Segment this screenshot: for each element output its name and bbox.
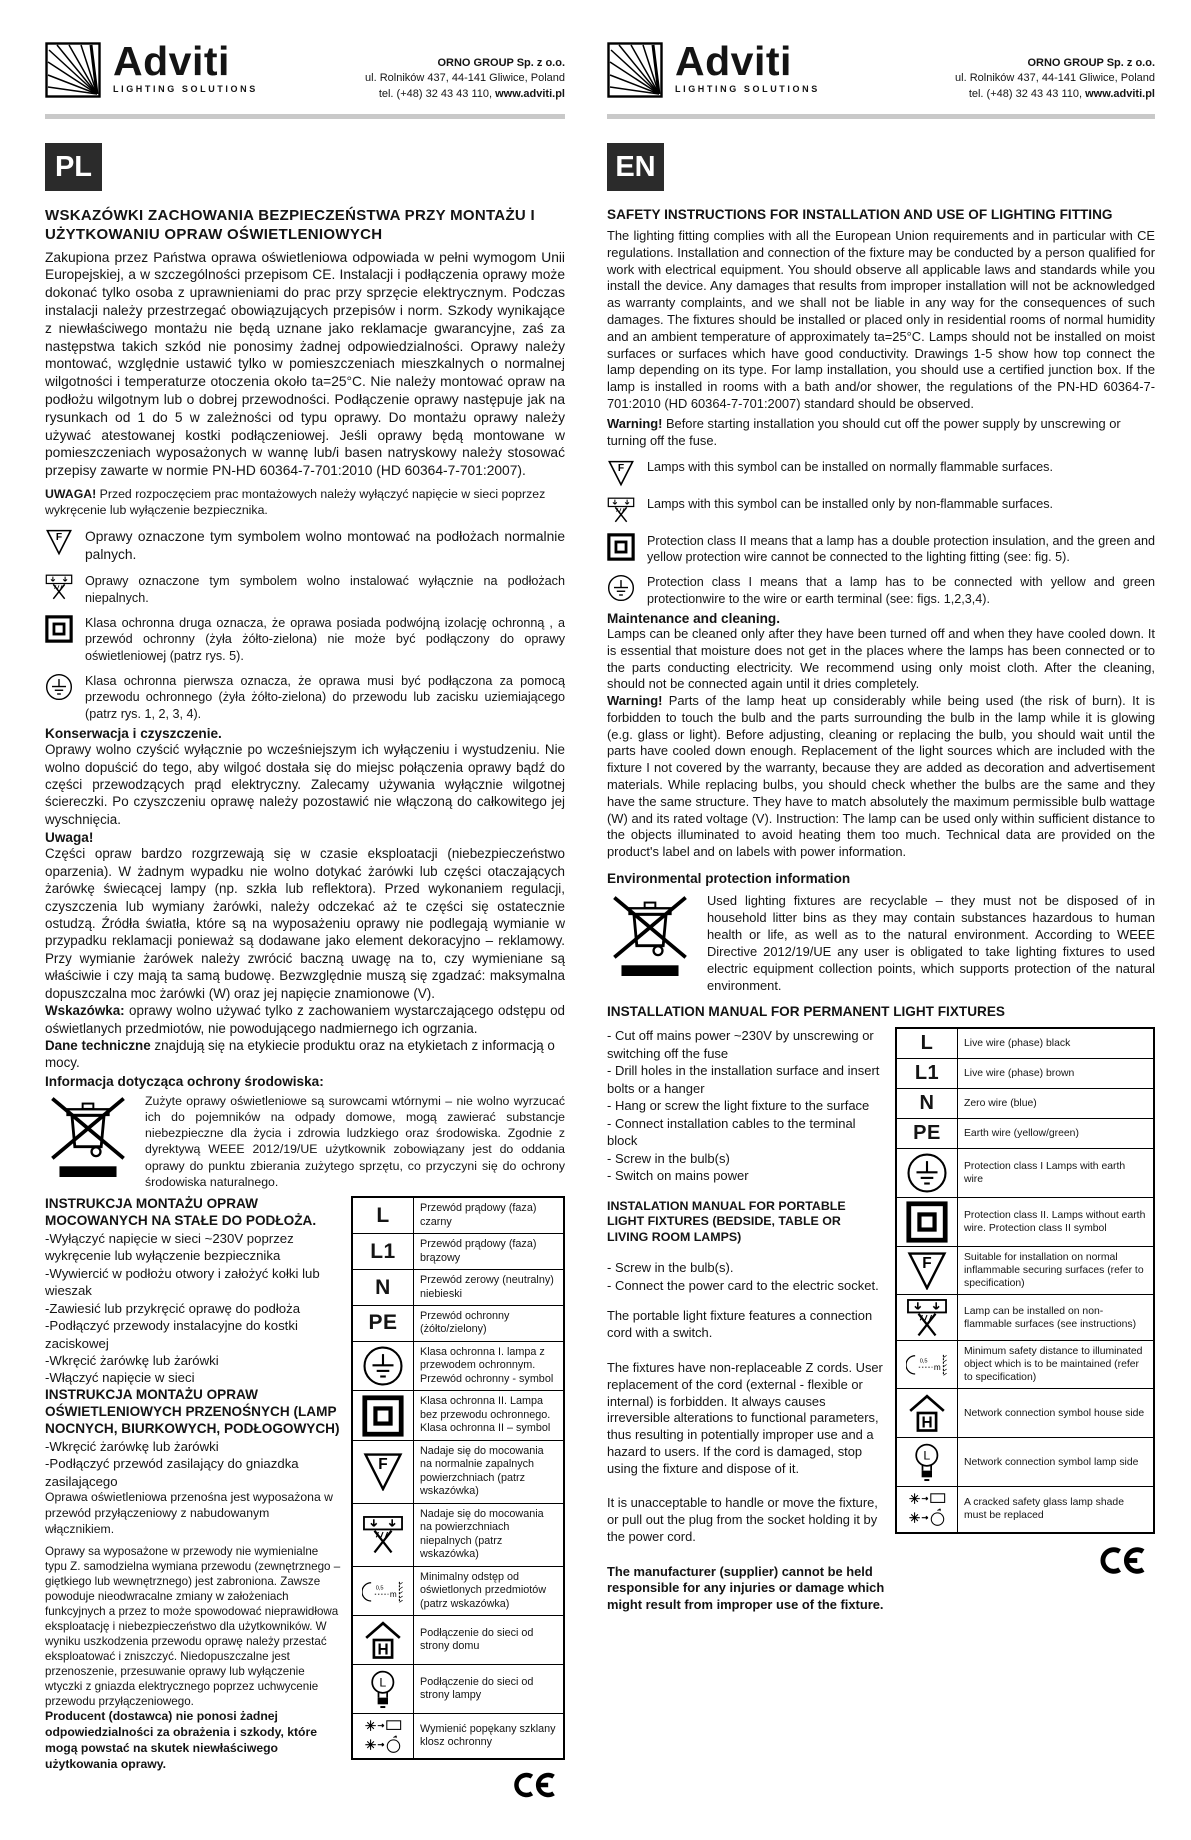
symbol-cell [352,1270,414,1306]
symbol-meaning: Podłączenie do sieci od strony domu [414,1616,565,1665]
brand [45,38,258,98]
symbol-table-row [896,1088,1154,1118]
pl-portable-note: Oprawa oświetleniowa przenośna jest wyposażona w przewód przyłączeniowy z nabudowanym włącznikiem. [45,1490,333,1536]
company-address: ul. Rolników 437, 44-141 Gliwice, Poland [955,72,1155,85]
pl-env-body: Zużyte oprawy oświetleniowe są surowcami wtórnymi – nie wolno wyrzucać ich do pojemników na odpady domowe, mogą zawierać substancje niebezpieczne dla życia i zdrowia ludzkiego oraz środowiska. Zgodnie z dyrektywą WEEE 2012/19/UE użytkownik zobowiązany jest do oddania oprawy do punktu zbierania zużytego sprzętu, co przyczyni się do ochrony środowiska naturalnego. [145,1093,565,1189]
pl-uwaga-note: UWAGA! Przed rozpoczęciem prac montażowych należy wyłączyć napięcie w sieci poprzez wykręcenie lub wyłączenie bezpiecznika. [45,487,546,518]
en-portable-steps [607,1259,885,1294]
brand-name: Adviti [113,38,230,84]
house-icon [906,1405,948,1433]
svg-text:F: F [922,1254,932,1272]
non-flammable-icon [906,1309,948,1326]
adviti-logo-icon [607,42,663,98]
min-distance-icon [362,1583,404,1600]
header-divider [45,114,565,119]
brand-subtitle: LIGHTING SOLUTIONS [675,83,820,94]
en-move-note: It is unacceptable to handle or move the fixture, or pull out the plug from the socket holding it by the power cord. [607,1495,878,1544]
symbol-cell [352,1503,414,1566]
symbol-table-row [896,1028,1154,1059]
f-triangle-icon [362,1456,404,1480]
en-cord-note: The fixtures have non-replaceable Z cords. User replacement of the cord (external - flexible or internal) is forbidden. It always causes irreversible alterations to functional parameters, thus resulting in potentially improper use and a hazard to users. If the cord is damaged, stop using the fixture and dispose of it. [607,1360,883,1476]
symbol-list-item [607,533,1155,566]
instruction-step: -Wkręcić żarówkę lub żarówki [45,1438,219,1454]
svg-text:L: L [923,1448,931,1463]
symbol-list-item [607,574,1155,607]
svg-text:0,5: 0,5 [375,1585,384,1592]
symbol-table-row [896,1058,1154,1088]
symbol-meaning: A cracked safety glass lamp shade must be replaced [958,1487,1155,1533]
symbol-table-row [896,1197,1154,1246]
symbol-cell [352,1391,414,1440]
wire-code-label: N [375,1275,391,1299]
symbol-meaning: Zero wire (blue) [958,1088,1155,1118]
symbol-meaning: Przewód prądowy (faza) czarny [414,1197,565,1233]
pl-hint: Wskazówka: oprawy wolno używać tylko z zachowaniem wystarczającego odstępu od oświetlanych przedmiotów, nie powodującego nadmiernego ich ogrzania. [45,1003,565,1036]
pl-maintenance-body: Oprawy wolno czyścić wyłącznie po wcześniejszym ich wyłączeniu i wystudzeniu. Nie wolno dopuścić do tego, aby wilgoć dostała się do miejsc połączenia oprawy bądź do części przewodzących prąd elektryczny. Zalecamy używania wyłącznie wilgotnej ściereczki. Po czyszczeniu oprawę należy pozostawić nie włączoną do całkowitego jej wyschnięcia. [45,742,565,827]
symbol-meaning: Network connection symbol lamp side [958,1438,1155,1487]
pl-language-badge: PL [45,143,102,191]
symbol-table-row [896,1438,1154,1487]
company-info [955,42,1155,102]
svg-text:F: F [378,1456,388,1474]
pl-title: WSKAZÓWKI ZACHOWANIA BEZPIECZEŃSTWA PRZY MONTAŻU I UŻYTKOWANIU OPRAW OŚWIETLENIOWYCH [45,207,535,243]
symbol-description: Oprawy oznaczone tym symbolem wolno instalować wyłącznie na podłożach niepalnych. [85,574,565,605]
pl-lower-section [45,1196,565,1800]
en-lower-section [607,1027,1155,1614]
brand-name: Adviti [675,38,792,84]
instruction-step: -Podłączyć przewód zasilający do gniazdka zasilającego [45,1456,299,1489]
symbol-cell [896,1058,958,1088]
symbol-cell [352,1234,414,1270]
symbol-meaning: Nadaje się do mocowania na normalnie zapalnych powierzchniach (patrz wskazówka) [414,1440,565,1503]
non-flammable-icon [362,1526,404,1543]
symbol-meaning: Minimalny odstęp od oświetlonych przedmiotów (patrz wskazówka) [414,1566,565,1615]
en-maintenance-heading: Maintenance and cleaning. [607,611,780,627]
svg-text:L: L [379,1675,387,1690]
symbol-table-row [896,1118,1154,1148]
pl-fixed-steps [45,1230,341,1387]
pl-symbol-table-wrap [351,1196,565,1800]
symbol-meaning: Minimum safety distance to illuminated object which is to be maintained (refer to specification) [958,1341,1155,1389]
en-column [607,38,1155,1800]
en-portable-note: The portable light fixture features a connection cord with a switch. [607,1308,873,1341]
ce-mark-icon [895,1544,1155,1577]
symbol-table-row [352,1197,564,1233]
svg-text:0,5: 0,5 [919,1359,928,1366]
en-fixed-steps [607,1027,885,1185]
svg-text:m: m [933,1363,941,1373]
wire-code-label: L1 [370,1239,396,1263]
pl-warning-heading: Uwaga! [45,830,94,846]
symbol-table-row [896,1246,1154,1294]
en-install-instructions [607,1027,885,1614]
wire-code-label: L1 [914,1061,940,1084]
en-symbol-table [895,1027,1155,1534]
instruction-step: - Hang or screw the light fixture to the surface [607,1098,870,1114]
symbol-table-row [896,1389,1154,1438]
class2-icon [607,533,639,561]
cracked-glass-icon [906,1501,948,1518]
svg-text:m: m [389,1589,397,1599]
pl-portable-heading: INSTRUKCJA MONTAŻU OPRAW OŚWIETLENIOWYCH PRZENOŚNYCH (LAMP NOCNYCH, BIURKOWYCH, PODŁOGOWYCH) [45,1386,340,1436]
en-symbol-table-wrap [895,1027,1155,1614]
symbol-meaning: Live wire (phase) black [958,1028,1155,1059]
pl-warning-body: Części opraw bardzo rozgrzewają się w czasie eksploatacji (niebezpieczeństwo oparzenia). W żadnym wypadku nie wolno dotykać żarówki lub części otaczających żarówkę świecącej lampy (np. szkła lub reflektora). Przed wykonaniem regulacji, czyszczenia lub wymiany żarówki, należy odczekać aż te części się ostatecznie ostudzą. Źródła światła, które są na wyposażeniu oprawy nie podlegają wymianie w przypadku reklamacji ponieważ są dodawane jako element dekoracyjno – reklamowy. Przy wymianie żarówek należy zwrócić baczną uwagę na to, czy wymieniane są właściwie i czy mają ta samą budowę. Bezwzględnie muszą się zgadzać: maksymalna dopuszczalna moc żarówki (W) oraz jej napięcie znamionowe (V). [45,846,565,1001]
symbol-description: Klasa ochronna druga oznacza, że oprawa posiada podwójną izolację ochronną , a przewód ochronny (żyła żółto-zielona) nie może być podłączony do oprawy oświetleniowej (patrz rys. 5). [85,616,565,663]
symbol-cell [896,1389,958,1438]
en-language-badge: EN [607,143,664,191]
en-env-heading: Environmental protection information [607,870,851,886]
wire-code-label: PE [913,1121,941,1144]
symbol-meaning: Lamp can be installed on non-flammable surfaces (see instructions) [958,1294,1155,1340]
symbol-list-item [607,459,1155,487]
symbol-meaning: Network connection symbol house side [958,1389,1155,1438]
en-liability: The manufacturer (supplier) cannot be held responsible for any injuries or damage which might result from improper use of the fixture. [607,1563,885,1613]
en-env-block [607,892,1155,994]
symbol-cell [352,1566,414,1615]
symbol-description: Protection class II means that a lamp has a double protection insulation, and the green and yellow protection wire cannot be connected to the lighting fitting (see: fig. 5). [647,533,1155,564]
symbol-list-item [45,528,565,564]
symbol-meaning: Live wire (phase) brown [958,1058,1155,1088]
weee-bin-icon [607,892,693,994]
wire-code-label: L [376,1203,390,1227]
pl-fixed-heading: INSTRUKCJA MONTAŻU OPRAW MOCOWANYCH NA STAŁE DO PODŁOŻA. [45,1196,317,1229]
lamp-icon [368,1675,398,1697]
lamp-icon [912,1448,942,1471]
symbol-cell [352,1341,414,1390]
class2-icon [906,1213,948,1230]
symbol-cell [896,1294,958,1340]
symbol-meaning: Protection class II. Lamps without earth wire. Protection class II symbol [958,1197,1155,1246]
symbol-cell [896,1118,958,1148]
pl-intro: Zakupiona przez Państwa oprawa oświetleniowa odpowiada w pełni wymogom Unii Europejskiej, a w szczególności przepisom CE. Instalacji i podłączenia oprawy może dokonać tylko osoba z uprawnieniami do prac przy sprzęcie elektrycznym. Podczas instalacji należy przestrzegać obowiązujących przepisów i norm. Szkody wynikające z niewłaściwego montażu nie będą uznane jako reklamacje gwarancyjne, zaś za następstwa takich szkód nie ponosimy żadnej odpowiedzialności. Oprawy należy montować, względnie ustawić tylko w pomieszczeniach mieszkalnych o normalnej wilgotności i temperaturze otoczenia około ta=25°C. Nie należy montować opraw na podłożu wilgotnym lub o dobrej przewodności. Podłączenie oprawy następuje jak na rysunkach od 1 do 5 w zależności od typu oprawy. Do montażu oprawy należy używać atestowanej kostki podłączeniowej. Jeśli oprawy będą montowane w pomieszczeniach wyposażonych w wannę lub/i basen natryskowy należy stosować przepisy zawarte w normie PN-HD 60364-7-701:2010 (HD 60364-7-701:2007). [45,249,565,479]
en-title: SAFETY INSTRUCTIONS FOR INSTALLATION AND USE OF LIGHTING FITTING [607,207,1113,223]
pl-maintenance-heading: Konserwacja i czyszczenie. [45,726,222,742]
symbol-table-row [896,1294,1154,1340]
f-triangle-icon [45,528,77,556]
ce-mark-icon [351,1770,565,1800]
symbol-description: Lamps with this symbol can be installed only by non-flammable surfaces. [647,496,1053,511]
symbol-list-item [607,496,1155,524]
en-symbol-list [607,459,1155,607]
symbol-cell [352,1440,414,1503]
symbol-meaning: Klasa ochronna I. lampa z przewodem ochronnym. Przewód ochronny - symbol [414,1341,565,1390]
symbol-description: Oprawy oznaczone tym symbolem wolno montować na podłożach normalnie palnych. [85,529,565,563]
svg-text:F: F [55,532,63,544]
instruction-step: -Podłączyć przewody instalacyjne do kostki zaciskowej [45,1318,298,1351]
symbol-table-row [352,1714,564,1760]
svg-text:F: F [617,462,625,474]
symbol-cell [352,1197,414,1233]
class1-icon [607,574,639,602]
wire-code-label: L [920,1031,934,1054]
company-contact: tel. (+48) 32 43 43 110, www.adviti.pl [378,87,565,100]
pl-liability: Producent (dostawca) nie ponosi żadnej odpowiedzialności za obrażenia i szkody, które mogą powstać na skutek niewłaściwego użytkowania oprawy. [45,1709,318,1771]
symbol-meaning: Wymienić popękany szklany klosz ochronny [414,1714,565,1760]
company-website: www.adviti.pl [495,87,565,100]
en-fixed-heading: INSTALLATION MANUAL FOR PERMANENT LIGHT FIXTURES [607,1003,1005,1019]
company-name: ORNO GROUP Sp. z o.o. [1027,57,1155,69]
symbol-cell [352,1306,414,1342]
symbol-meaning: Przewód zerowy (neutralny) niebieski [414,1270,565,1306]
symbol-table-row [896,1487,1154,1533]
min-distance-icon [906,1357,948,1374]
header-divider [607,114,1155,119]
class1-icon [906,1164,948,1181]
symbol-cell [896,1148,958,1197]
pl-install-instructions [45,1196,341,1800]
symbol-table-row [352,1341,564,1390]
symbol-table-row [896,1341,1154,1389]
pl-env-heading: Informacja dotycząca ochrony środowiska: [45,1073,324,1089]
weee-bin-icon [45,1093,131,1190]
brand-subtitle: LIGHTING SOLUTIONS [113,83,258,94]
company-name: ORNO GROUP Sp. z o.o. [437,57,565,69]
instruction-step: - Switch on mains power [607,1168,749,1184]
instruction-step: - Connect the power card to the electric socket. [607,1277,879,1293]
wire-code-label: N [919,1091,935,1114]
adviti-logo-icon [45,42,101,98]
en-warning-note: Warning! Before starting installation you should cut off the power supply by unscrewing or turning off the fuse. [607,415,1121,448]
instruction-step: - Screw in the bulb(s) [607,1150,730,1166]
svg-text:H: H [921,1415,933,1433]
symbol-table-row [352,1665,564,1714]
svg-text:H: H [377,1641,389,1659]
symbol-table-row [352,1270,564,1306]
en-maintenance-body: Lamps can be cleaned only after they have been turned off and when they have cooled down. It is essential that moisture does not get in the places where the lamps has been connected or to the parts conducting electricity. We recommend using only moist cloth. After the cleaning, should not be connected again until it dries completely. [607,626,1155,692]
symbol-table-row [352,1306,564,1342]
class1-icon [45,673,77,701]
symbol-table-row [352,1503,564,1566]
symbol-list-item [45,573,565,606]
company-website: www.adviti.pl [1085,87,1155,100]
symbol-cell [896,1197,958,1246]
en-portable-heading: INSTALATION MANUAL FOR PORTABLE LIGHT FIXTURES (BEDSIDE, TABLE OR LIVING ROOM LAMPS) [607,1198,846,1244]
symbol-description: Lamps with this symbol can be installed on normally flammable surfaces. [647,459,1053,474]
pl-cord-note: Oprawy sa wyposażone w przewody nie wymienialne typu Z. samodzielna wymiana przewodu (zewnętrznego – giętkiego lub wewnętrznego) jest zabroniona. Zawsze powoduje nieodwracalne zmiany w założeniach funkcyjnych a przez to może spowodować nieprawidłowa eksploatację i niebezpieczeństwo dla użytkowników. W wyniku uszkodzenia przewodu oprawę należy przestać eksploatować i zniszczyć. Niedopuszczalne jest przenoszenie, przesuwanie oprawy lub wyłączenie wtyczki z gniazda elektrycznego poprzez uchwycenie przewodu przyłączeniowego. [45,1544,341,1709]
company-contact: tel. (+48) 32 43 43 110, www.adviti.pl [968,87,1155,100]
company-info [365,42,565,102]
symbol-meaning: Przewód ochronny (żółto/zielony) [414,1306,565,1342]
en-header [607,38,1155,102]
symbol-cell [896,1028,958,1059]
class1-icon [362,1357,404,1374]
symbol-meaning: Earth wire (yellow/green) [958,1118,1155,1148]
non-flammable-icon [45,573,77,601]
symbol-table-row [896,1148,1154,1197]
symbol-meaning: Suitable for installation on normal inflammable securing surfaces (refer to specification) [958,1246,1155,1294]
symbol-meaning: Nadaje się do mocowania na powierzchniach niepalnych (patrz wskazówka) [414,1503,565,1566]
symbol-table-row [352,1616,564,1665]
symbol-meaning: Klasa ochronna II. Lampa bez przewodu ochronnego. Klasa ochronna II – symbol [414,1391,565,1440]
symbol-description: Protection class I means that a lamp has to be connected with yellow and green protectionwire to the wire or earth terminal (see: figs. 1,2,3,4). [647,575,1155,606]
symbol-meaning: Przewód prądowy (faza) brązowy [414,1234,565,1270]
en-env-body: Used lighting fixtures are recyclable – they must not be disposed of in household litter bins as they may contain substances hazardous to human health or life, as well as to the natural environment. According to WEEE Directive 2012/19/UE any user is obligated to take lighting fixtures to used electric equipment collection points, which supports protection of the natural environment. [707,892,1155,993]
cracked-glass-icon [362,1728,404,1745]
brand [607,38,820,98]
symbol-meaning: Podłączenie do sieci od strony lampy [414,1665,565,1714]
en-intro: The lighting fitting complies with all the European Union requirements and in particular with CE regulations. Installation and connection of the fixture may be conducted by a person qualified for work with electrical equipment. You should observe all applicable laws and standards while you install the device. Any damages that results from improper installation will not be acknowledged as warranty complaints, and we shall not be liable in any way for the consequences of such damages. The fixtures should be installed or placed only in residential rooms of normal humidity and an ambient temperature of approximately ta=25°C. Lamps should not be installed on moist surfaces or surfaces which have good conductivity. Drawings 1-5 show how top connect the lamp depending on its type. For lamp installation, you should use a certified junction box. If the lamp is installed in rooms with a bath and/or shower, the regulations of the PN-HD 60364-7-701:2010 (HD 60364-7-701:2007) standard should be observed. [607,228,1155,411]
instruction-step: -Zawiesić lub przykręcić oprawę do podłoża [45,1300,301,1316]
symbol-cell [896,1487,958,1533]
symbol-meaning: Protection class I Lamps with earth wire [958,1148,1155,1197]
instruction-step: - Screw in the bulb(s). [607,1260,734,1276]
pl-column [45,38,565,1800]
symbol-table-row [352,1391,564,1440]
f-triangle-icon [906,1254,948,1279]
instruction-step: -Włączyć napięcie w sieci [45,1370,195,1386]
pl-symbol-list [45,528,565,722]
symbol-table-row [352,1440,564,1503]
en-warning2: Warning! Parts of the lamp heat up considerably while being used (the risk of burn). It is forbidden to touch the bulb and the parts surrounding the bulb in the lamp while it is glowing (e.g. glass or light). Before adjusting, cleaning or replacing the bulb, you should wait until the parts have cooled down enough. Replacement of the light sources which are included with the fixture I not covered by the warranty, because they are added as decoration and advertisement materials. While replacing bulbs, you should check whether the bulbs are the same and they have the same structure. They have to match absolutely the maximum permissible bulb wattage (W) and its rated voltage (V). Instruction: The lamp can be used only within sufficient distance to the objects illuminated to avoid heating them too much. Technical data are provided on the product's label and on labels with power information. [607,693,1155,860]
symbol-cell [896,1088,958,1118]
pl-header [45,38,565,102]
instruction-step: -Wyłączyć napięcie w sieci ~230V poprzez wykręcenie lub wyłączenie bezpiecznika [45,1231,294,1264]
symbol-cell [896,1246,958,1294]
symbol-cell [352,1616,414,1665]
symbol-description: Klasa ochronna pierwsza oznacza, że oprawa musi być podłączona za pomocą przewodu ochronnego (żyła żółto-zielona) do przewodu lub zacisku uziemiającego (patrz rys. 1, 2, 3, 4). [85,674,565,721]
instruction-step: - Cut off mains power ~230V by unscrewing or switching off the fuse [607,1027,874,1061]
symbol-table-row [352,1234,564,1270]
wire-code-label: PE [368,1311,398,1335]
pl-technical-data: Dane techniczne znajdują się na etykiecie produktu oraz na etykietach z informacją o mocy. [45,1037,555,1071]
symbol-cell [352,1714,414,1760]
class2-icon [45,615,77,643]
symbol-list-item [45,673,565,722]
symbol-table-row [352,1566,564,1615]
symbol-cell [352,1665,414,1714]
symbol-cell [896,1341,958,1389]
symbol-list-item [45,615,565,664]
company-address: ul. Rolników 437, 44-141 Gliwice, Poland [365,72,565,85]
symbol-cell [896,1438,958,1487]
instruction-step: - Drill holes in the installation surface and insert bolts or a hanger [607,1063,880,1096]
house-icon [362,1631,404,1659]
pl-symbol-table [351,1196,565,1760]
non-flammable-icon [607,496,639,524]
pl-portable-steps [45,1438,341,1490]
instruction-step: - Connect installation cables to the terminal block [607,1115,856,1149]
instruction-step: -Wywiercić w podłożu otwory i założyć kołki lub wieszak [45,1265,320,1299]
pl-env-block [45,1093,565,1190]
f-triangle-icon [607,459,639,487]
class2-icon [362,1407,404,1424]
instruction-step: -Wkręcić żarówkę lub żarówki [45,1353,219,1369]
